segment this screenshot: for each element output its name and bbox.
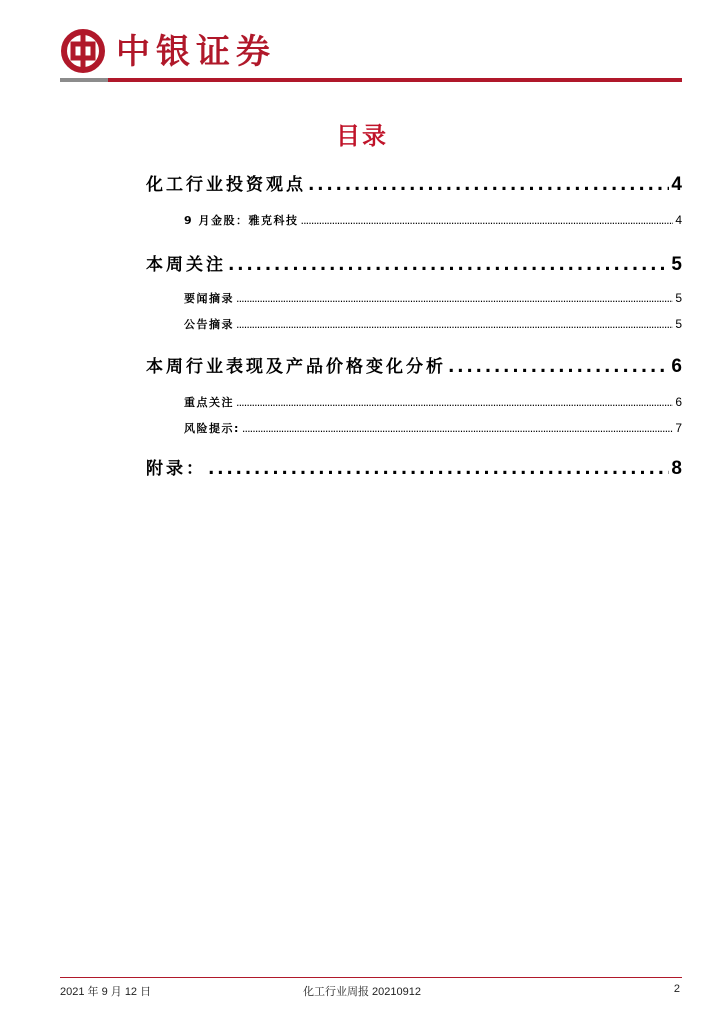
toc-entry-label: 本周关注 (146, 255, 226, 275)
toc-entry-label: 化工行业投资观点 (146, 175, 306, 195)
footer-report-name: 化工行业周报 20210912 (303, 986, 421, 998)
header-divider-red (108, 78, 682, 82)
toc-entry-news-digest[interactable] (146, 290, 682, 306)
toc-entry-golden-stock[interactable] (146, 212, 682, 228)
toc-leader-dots (208, 459, 669, 479)
footer-date: 2021 年 9 月 12 日 (60, 986, 152, 998)
toc-entry-page: 8 (671, 458, 682, 479)
toc-title: 目录 (336, 122, 388, 150)
toc-leader-dots (242, 422, 673, 435)
toc-entry-industry-performance[interactable] (146, 352, 682, 378)
toc-leader-dots (236, 318, 673, 331)
footer-page-number: 2 (673, 983, 680, 995)
toc-leader-dots (236, 292, 673, 305)
toc-entry-page: 4 (675, 213, 682, 227)
toc-leader-dots (448, 357, 669, 377)
toc-entry-label: 重点关注 (184, 396, 234, 409)
toc-entry-announcement-digest[interactable] (146, 316, 682, 332)
toc-entry-page: 5 (675, 317, 682, 331)
toc-leader-dots (300, 214, 673, 227)
toc-entry-page: 7 (675, 421, 682, 435)
toc-entry-label: 公告摘录 (184, 318, 234, 331)
toc-entry-investment-view[interactable] (146, 170, 682, 196)
toc-entry-weekly-focus[interactable] (146, 250, 682, 276)
toc-entry-label: 本周行业表现及产品价格变化分析 (146, 357, 446, 377)
toc-entry-key-focus[interactable] (146, 394, 682, 410)
bank-of-china-logo-icon (60, 28, 106, 74)
header-divider-gray (60, 78, 108, 82)
toc-leader-dots (308, 175, 669, 195)
page-header (60, 28, 682, 76)
toc-entry-appendix[interactable] (146, 454, 682, 480)
toc-entry-page: 6 (675, 395, 682, 409)
toc-entry-label: 要闻摘录 (184, 292, 234, 305)
toc-entry-label: 附录： (146, 459, 206, 479)
toc-entry-label: 9 月金股：雅克科技 (184, 214, 299, 227)
toc-leader-dots (228, 255, 669, 275)
footer-divider (60, 977, 682, 978)
toc-entry-page: 4 (671, 174, 682, 195)
toc-entry-page: 5 (675, 291, 682, 305)
toc-entry-risk-warning[interactable] (146, 420, 682, 436)
toc-entry-page: 5 (671, 254, 682, 275)
brand-name: 中银证券 (116, 32, 276, 72)
toc-entry-page: 6 (671, 356, 682, 377)
toc-leader-dots (236, 396, 673, 409)
toc-entry-label: 风险提示: (184, 422, 240, 435)
